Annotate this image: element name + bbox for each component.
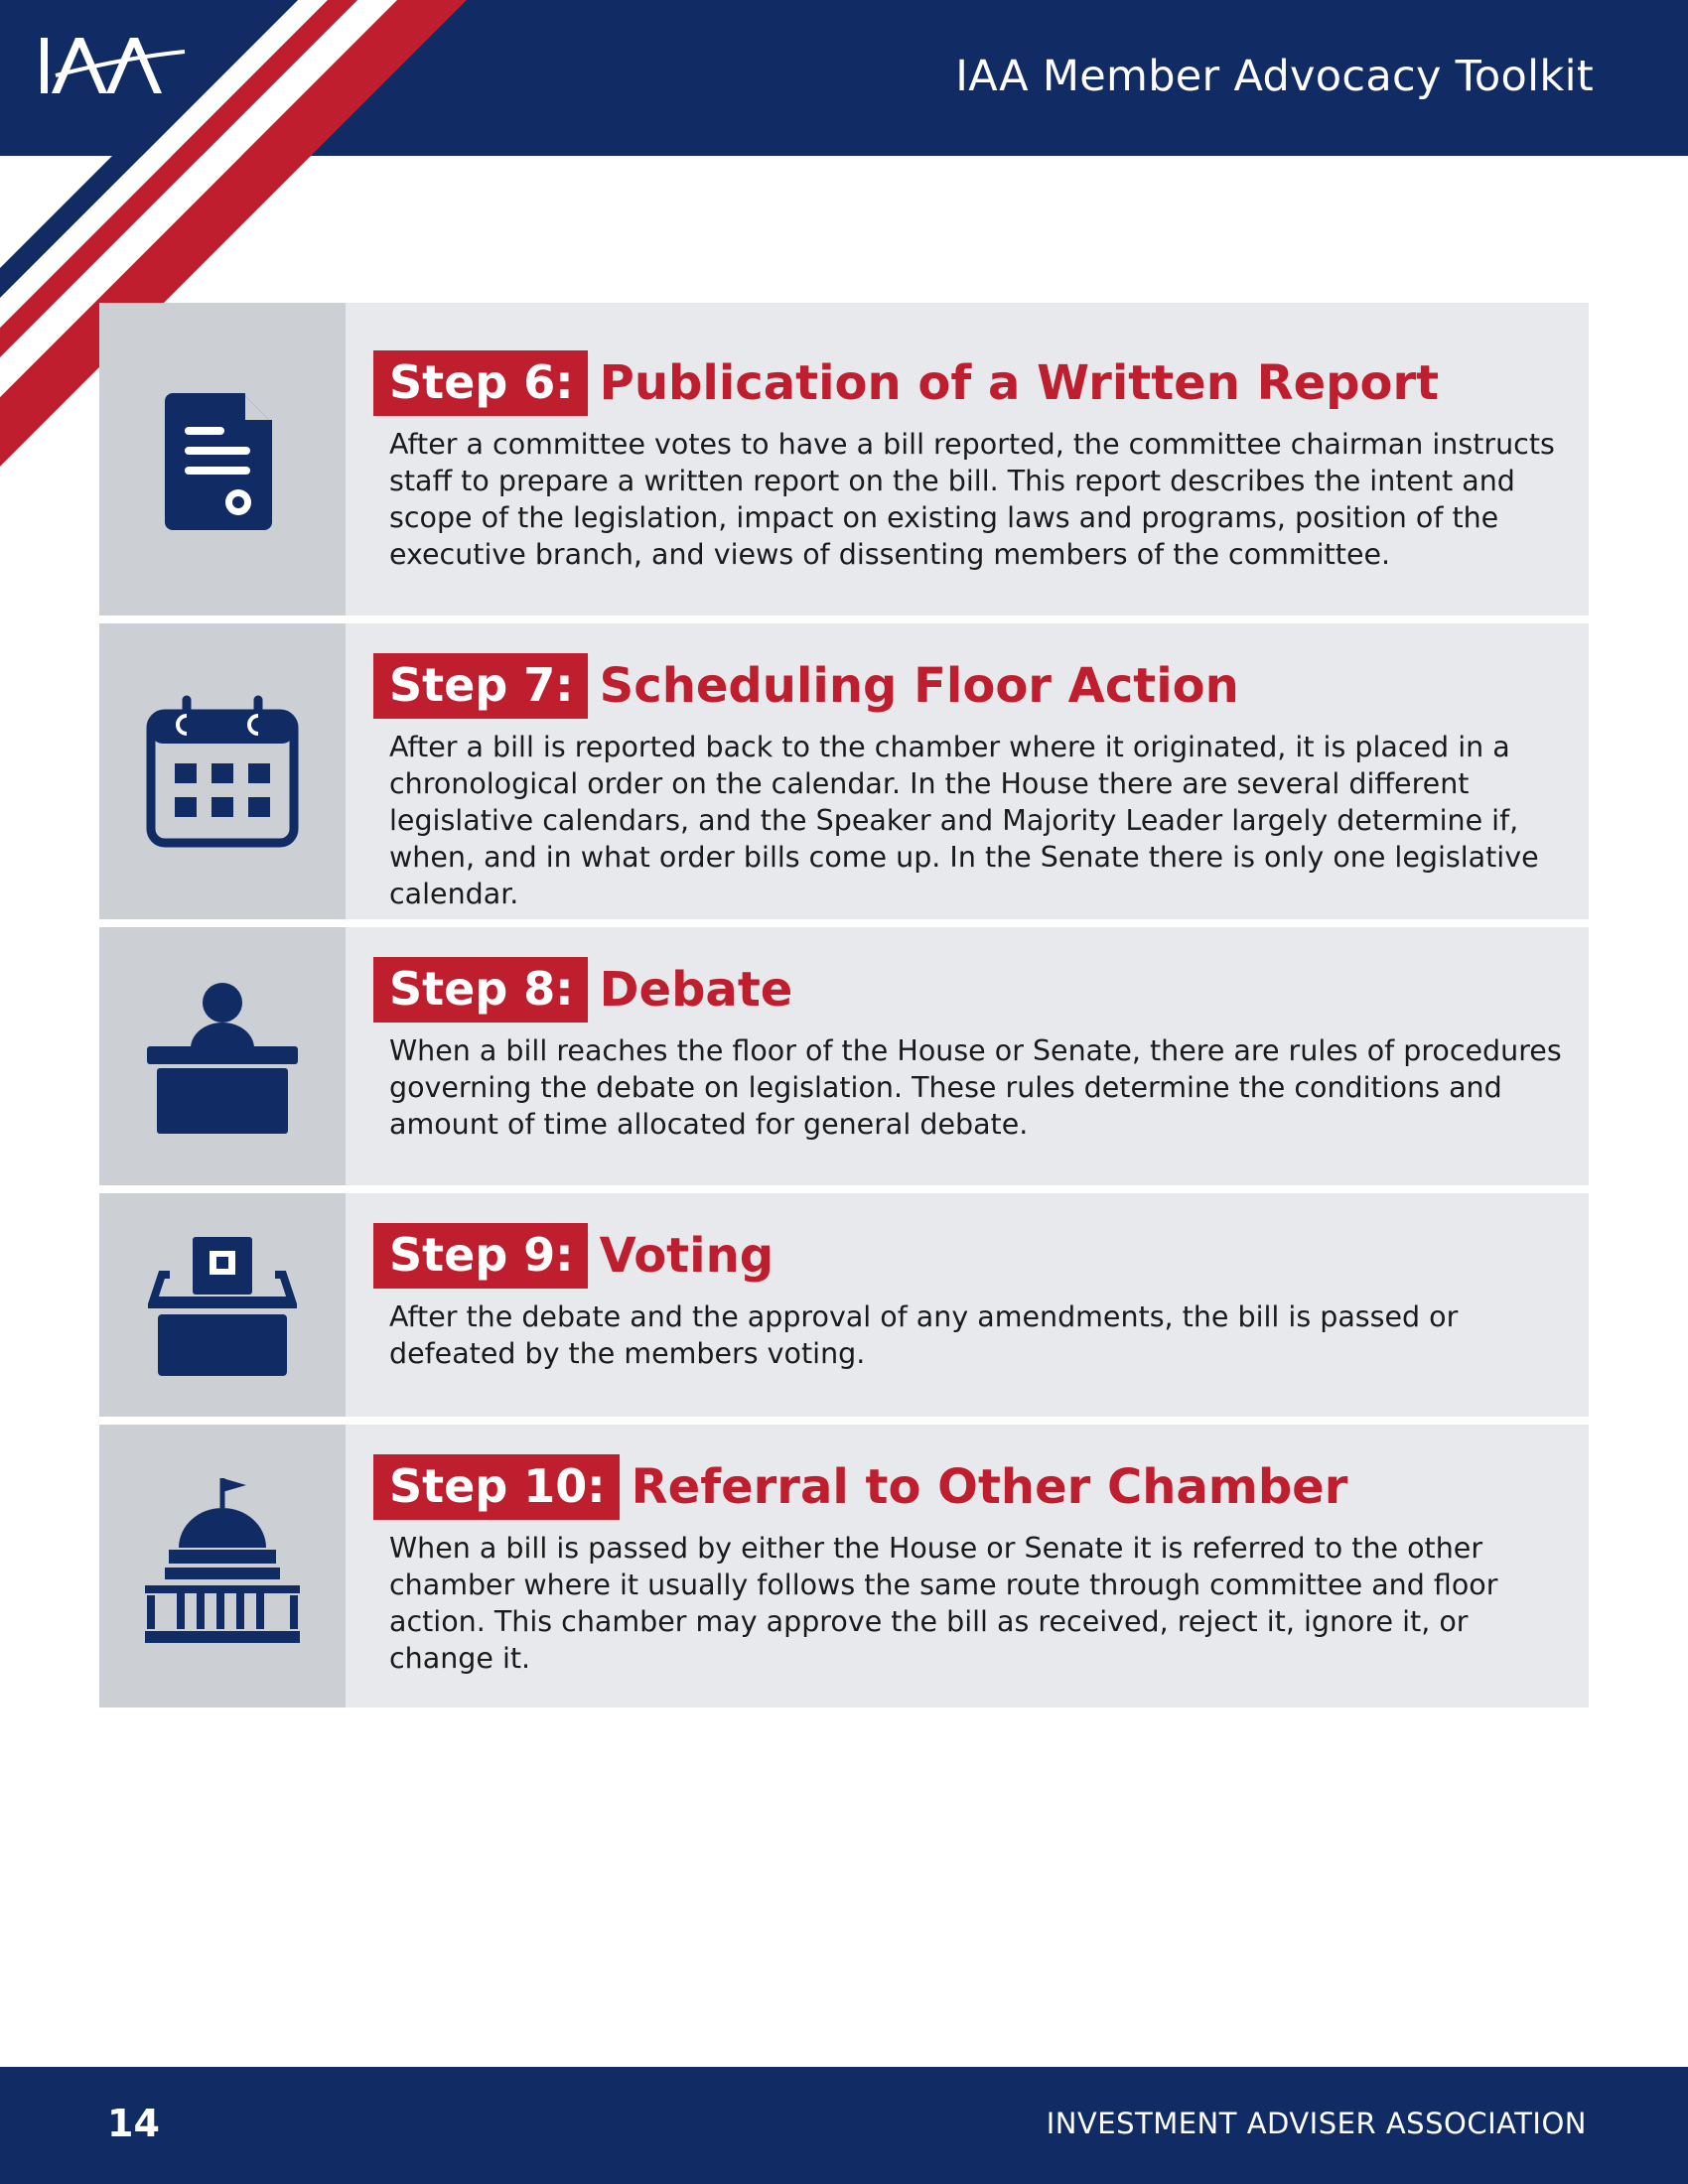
step-description: After a committee votes to have a bill reported, the committee chairman instructs staff to prepare a written report on the bill. This report describes the intent and scope of the legislation, impact on existing laws and programs, position of the executive branch, and views of dissenting members of the committee. — [389, 428, 1555, 571]
step-body — [346, 1193, 1589, 1417]
footer-organization: INVESTMENT ADVISER ASSOCIATION — [1046, 2107, 1587, 2140]
step-description: When a bill is passed by either the House or Senate it is referred to the other chamber where it usually follows the same route through committee and floor action. This chamber may approve the bill as received, reject it, ignore it, or change it. — [389, 1532, 1498, 1675]
page-number: 14 — [107, 2102, 160, 2145]
step-icon-column — [99, 623, 346, 919]
step-heading — [373, 1223, 1589, 1289]
calendar-icon — [145, 692, 300, 851]
step-description: After the debate and the approval of any amendments, the bill is passed or defeated by the members voting. — [389, 1300, 1459, 1370]
step-title: Debate — [599, 962, 793, 1018]
step-row — [99, 927, 1589, 1185]
step-row — [99, 1425, 1589, 1707]
step-row — [99, 303, 1589, 615]
step-body — [346, 623, 1589, 919]
step-heading — [373, 350, 1589, 416]
ballot-box-icon — [148, 1231, 297, 1380]
step-icon-column — [99, 927, 346, 1185]
step-icon-column — [99, 1425, 346, 1707]
header-title: IAA Member Advocacy Toolkit — [955, 52, 1594, 101]
step-title: Publication of a Written Report — [599, 355, 1440, 411]
step-heading — [373, 1454, 1589, 1520]
step-heading — [373, 957, 1589, 1023]
iaa-logo — [36, 30, 195, 109]
step-badge: Step 8: — [373, 957, 588, 1023]
step-body — [346, 303, 1589, 615]
step-body — [346, 927, 1589, 1185]
capitol-building-icon — [143, 1472, 302, 1661]
step-title: Referral to Other Chamber — [631, 1459, 1348, 1515]
step-icon-column — [99, 1193, 346, 1417]
document-icon — [163, 385, 282, 534]
step-badge: Step 7: — [373, 653, 588, 719]
step-title: Voting — [599, 1228, 774, 1284]
step-title: Scheduling Floor Action — [599, 658, 1239, 714]
step-badge: Step 10: — [373, 1454, 620, 1520]
step-badge: Step 9: — [373, 1223, 588, 1289]
step-body — [346, 1425, 1589, 1707]
footer-bar — [0, 2067, 1688, 2184]
step-description: When a bill reaches the floor of the House or Senate, there are rules of procedures governing the debate on legislation. These rules determine the conditions and amount of time allocated for general debate. — [389, 1034, 1562, 1141]
step-description: After a bill is reported back to the chamber where it originated, it is placed in a chronological order on the calendar. In the House there are several different legislative calendars, and the Speaker and Majority Leader largely determine if, when, and in what order bills come up. In the Senate there is only one legislative calendar. — [389, 731, 1539, 910]
podium-speaker-icon — [143, 977, 302, 1136]
step-heading — [373, 653, 1589, 719]
steps-list — [99, 303, 1589, 1715]
step-badge: Step 6: — [373, 350, 588, 416]
step-row — [99, 623, 1589, 919]
step-icon-column — [99, 303, 346, 615]
step-row — [99, 1193, 1589, 1417]
